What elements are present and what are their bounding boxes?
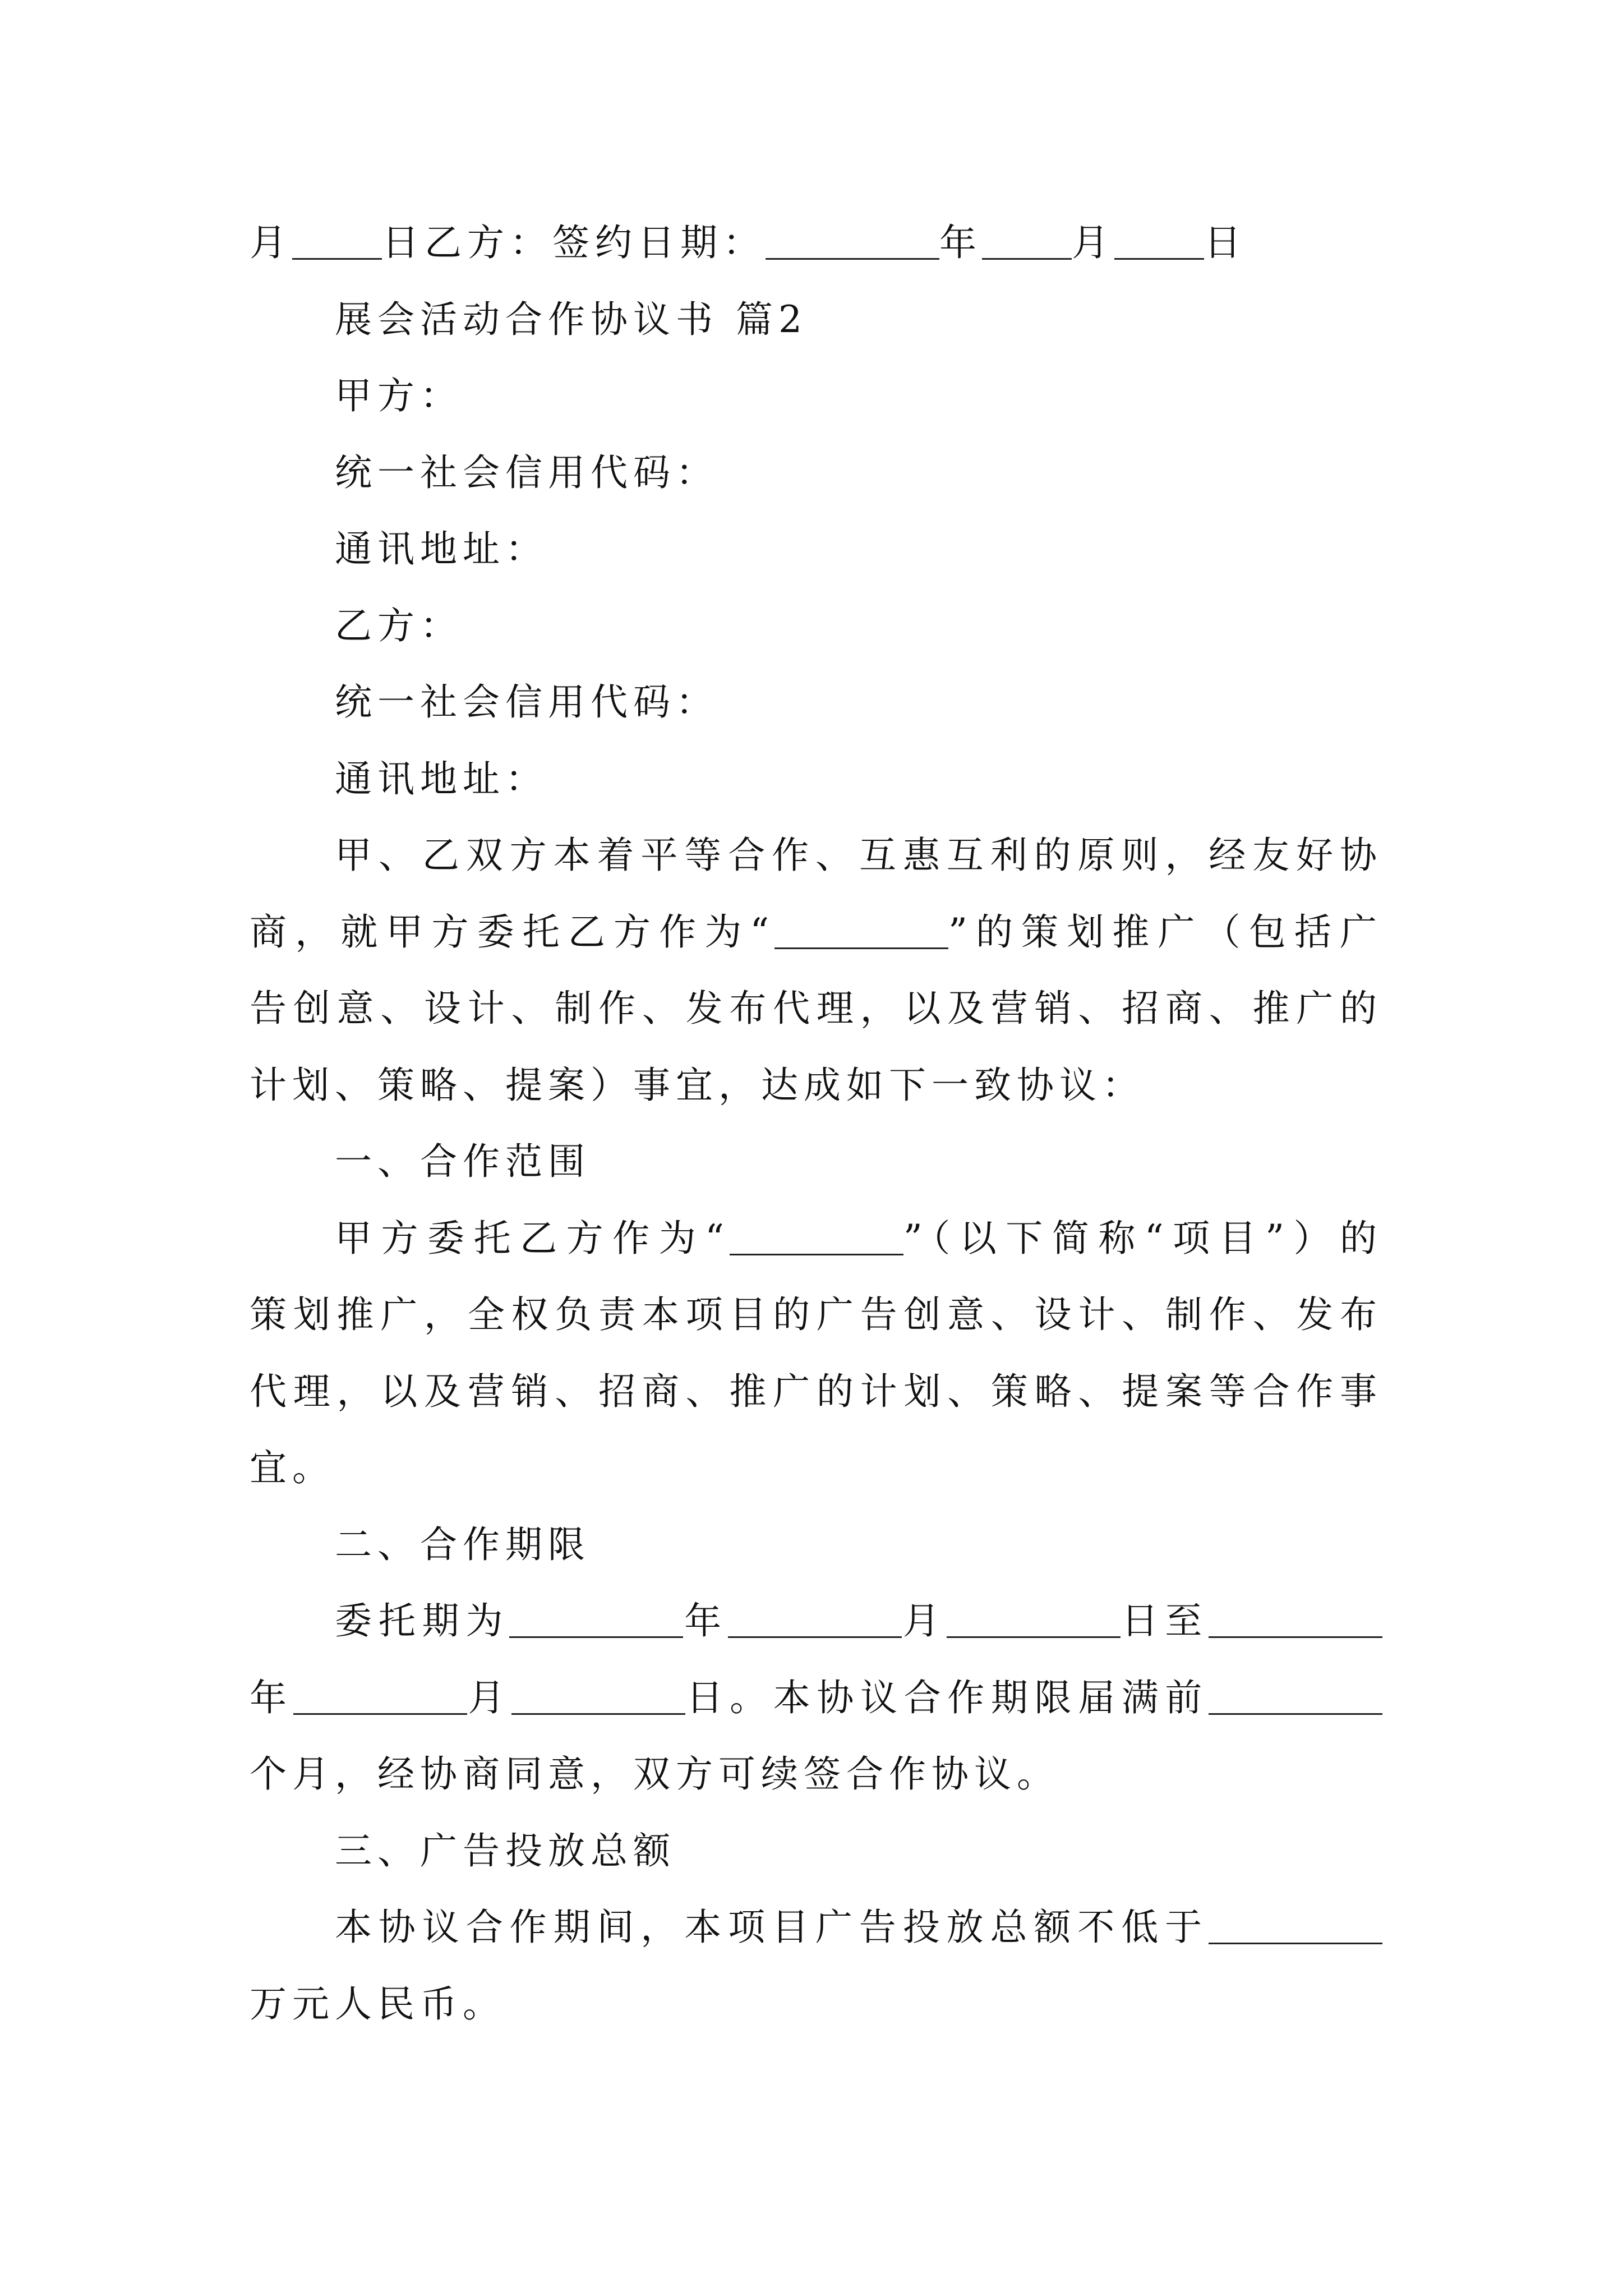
intro-line: 甲、乙双方本着平等合作、互惠互利的原则，经友好协 [335, 834, 1382, 877]
agreement-title: 展会活动合作协议书 篇2 [335, 297, 808, 341]
intro-line: 计划、策略、提案）事宜，达成如下一致协议： [250, 1063, 1145, 1107]
section-line: 代理，以及营销、招商、推广的计划、策略、提案等合作事 [250, 1369, 1382, 1413]
text-fragment: 年 [683, 1599, 728, 1642]
text-fragment: 月 [250, 221, 292, 264]
text-fragment: 月 [901, 1599, 947, 1642]
party-a-address: 通讯地址： [335, 527, 548, 570]
text-fragment: 日。本协议合作期限届满前 [685, 1676, 1209, 1719]
blank-field [292, 224, 382, 260]
text-fragment: 商，就甲方委托乙方作为“ [250, 910, 775, 954]
text-fragment: 月 [467, 1676, 511, 1719]
section-heading: 一、合作范围 [335, 1140, 591, 1183]
blank-field [982, 224, 1072, 260]
intro-line [250, 894, 1382, 971]
text-fragment: 甲方委托乙方作为“ [335, 1216, 730, 1260]
text-fragment: 月 [1072, 221, 1114, 264]
blank-field [774, 914, 948, 949]
signature-date-line [250, 205, 1382, 282]
party-b-label: 乙方： [335, 604, 463, 647]
text-fragment: 日至 [1120, 1599, 1209, 1642]
blank-field [1209, 1909, 1382, 1944]
blank-field [293, 1680, 467, 1715]
section-line: 策划推广，全权负责本项目的广告创意、设计、制作、发布 [250, 1293, 1382, 1336]
party-b-credit-code: 统一社会信用代码： [335, 680, 718, 724]
text-fragment: ”的策划推广（包括广 [948, 910, 1382, 954]
text-fragment: 委托期为 [335, 1599, 510, 1642]
party-a-label: 甲方： [335, 374, 463, 417]
text-fragment: 年 [939, 221, 982, 264]
section-line [250, 1660, 1382, 1737]
text-fragment: 日 [1204, 221, 1247, 264]
party-a-credit-code: 统一社会信用代码： [335, 450, 718, 494]
section-heading: 二、合作期限 [335, 1522, 591, 1566]
document-body [250, 205, 1382, 2042]
section-line: 个月，经协商同意，双方可续签合作协议。 [250, 1752, 1059, 1796]
text-fragment: 日乙方：签约日期： [382, 221, 766, 264]
text-fragment: 本协议合作期间，本项目广告投放总额不低于 [335, 1906, 1209, 1949]
blank-field [1209, 1680, 1382, 1715]
intro-line: 告创意、设计、制作、发布代理，以及营销、招商、推广的 [250, 987, 1382, 1030]
section-line [250, 1583, 1382, 1660]
section-line: 宜。 [250, 1446, 335, 1489]
section-line [250, 1889, 1382, 1966]
blank-field [947, 1603, 1121, 1638]
blank-field [1209, 1603, 1382, 1638]
blank-field [1114, 224, 1204, 260]
blank-field [509, 1603, 683, 1638]
section-line: 万元人民币。 [250, 1982, 505, 2026]
blank-field [728, 1603, 902, 1638]
blank-field [730, 1220, 903, 1255]
blank-field [766, 224, 939, 260]
text-fragment: ”（以下简称“项目”）的 [903, 1216, 1382, 1260]
blank-field [511, 1680, 685, 1715]
text-fragment: 年 [250, 1676, 293, 1719]
section-line [250, 1200, 1382, 1277]
party-b-address: 通讯地址： [335, 757, 548, 800]
section-heading: 三、广告投放总额 [335, 1829, 676, 1872]
